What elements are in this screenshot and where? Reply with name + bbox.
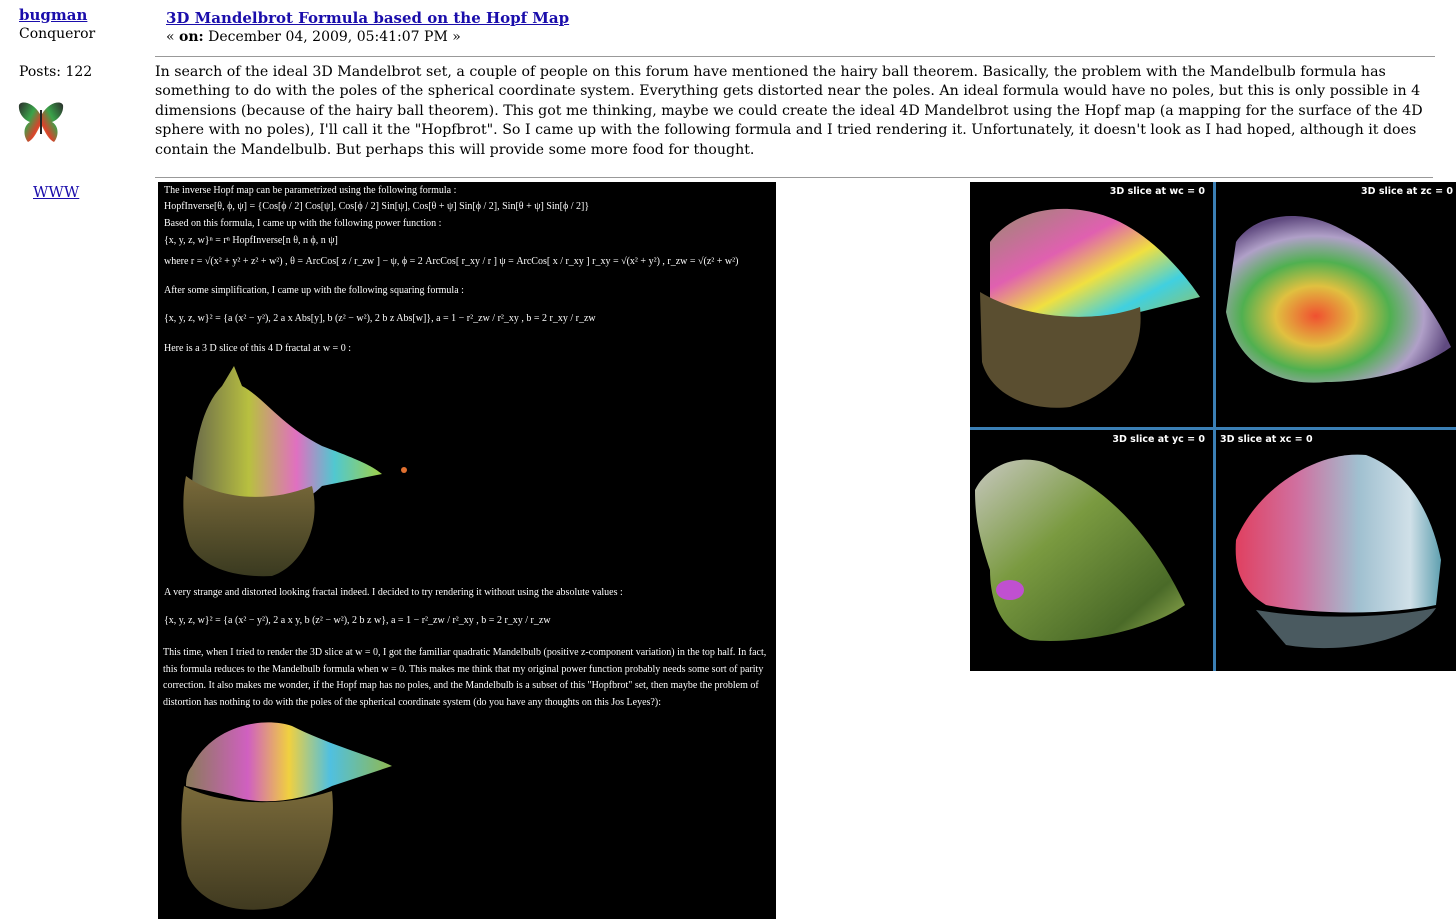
slice-yc: [970, 430, 1211, 671]
date-value: December 04, 2009, 05:41:07 PM »: [203, 29, 461, 45]
date-prefix: «: [166, 29, 180, 45]
user-rank: Conqueror: [19, 26, 96, 42]
slice-xc-render: [1216, 430, 1456, 671]
math-paragraph-11: This time, when I tried to render the 3D slice at w = 0, I got the familiar quadratic Mandelbulb (positive z-component variation) in the top half. In fact, this formula reduces to the Mandelbulb formula when w = 0. This makes me think that my original power function probably needs some sort of parity correction. It also makes me wonder, if the Hopf map has no poles, and the Mandelbulb is a subset of this "Hopfbrot" set, then maybe the problem of distortion has nothing to do with the poles of the spherical coordinate system (do you have any thoughts on this Jos Leyes?):: [163, 647, 767, 708]
math-line-8: Here is a 3 D slice of this 4 D fractal at w = 0 :: [164, 343, 351, 354]
post-title-link[interactable]: 3D Mandelbrot Formula based on the Hopf Map: [166, 9, 570, 27]
slice-xc: [1216, 430, 1456, 671]
math-line-1: The inverse Hopf map can be parametrized using the following formula :: [164, 185, 457, 196]
slice-wc: [970, 182, 1211, 425]
post-body-text: In search of the ideal 3D Mandelbrot set, a couple of people on this forum have mentioned the hairy ball theorem. Basically, the problem with the Mandelbulb formula has something to do with the poles of the spherical coordinate system. Everything gets distorted near the poles. An ideal formula would have no poles, but this is only possible in 4 dimensions (because of the hairy ball theorem). This got me thinking, maybe we could create the ideal 4D Mandelbrot using the Hopf map (a mapping for the surface of the 4D sphere with no poles), I'll call it the "Hopfbrot". So I came up with the following formula and I tried rendering it. Unfortunately, it doesn't look as I had hoped, although it does contain the Mandelbulb. But perhaps this will provide some more food for thought.: [155, 64, 1423, 158]
slice-label-xc: 3D slice at xc = 0: [1220, 434, 1313, 445]
slice-zc-render: [1216, 182, 1456, 425]
slice-label-yc: 3D slice at yc = 0: [1112, 434, 1205, 445]
math-line-9: A very strange and distorted looking fractal indeed. I decided to try rendering it without using the absolute values :: [164, 587, 623, 598]
math-line-10: {x, y, z, w}² = {a (x² − y²), 2 a x y, b (z² − w²), 2 b z w}, a = 1 − r²_zw / r²_xy , b = 2 r_xy / r_zw: [164, 615, 551, 626]
slice-grid-image: [970, 182, 1456, 671]
butterfly-avatar-icon: [18, 100, 64, 144]
math-line-5: where r = √(x² + y² + z² + w²) , θ = ArcCos[ z / r_zw ] − ψ, ϕ = 2 ArcCos[ r_xy / r ] ψ = ArcCos[ x / r_xy ] r_xy = √(x² + y²) , r_zw = √(z² + w²): [164, 256, 739, 267]
post-count: Posts: 122: [19, 64, 93, 80]
fractal-render-1: [172, 366, 412, 578]
slice-label-zc: 3D slice at zc = 0: [1361, 186, 1453, 197]
slice-label-wc: 3D slice at wc = 0: [1109, 186, 1205, 197]
math-line-4: {x, y, z, w}ⁿ = rⁿ HopfInverse[n θ, n ϕ, n ψ]: [164, 235, 338, 246]
math-line-2: HopfInverse[θ, ϕ, ψ] = {Cos[ϕ / 2] Cos[ψ], Cos[ϕ / 2] Sin[ψ], Cos[θ + ψ] Sin[ϕ / 2], Sin[θ + ψ] Sin[ϕ / 2]}: [164, 201, 590, 212]
slice-yc-render: [970, 430, 1211, 671]
username-link[interactable]: bugman: [19, 6, 88, 24]
user-info-column: [0, 0, 150, 919]
fractal-render-2: [172, 716, 412, 916]
slice-zc: [1216, 182, 1456, 425]
math-line-6: After some simplification, I came up with the following squaring formula :: [164, 285, 464, 296]
math-line-3: Based on this formula, I came up with the following power function :: [164, 218, 442, 229]
math-line-7: {x, y, z, w}² = {a (x² − y²), 2 a x Abs[y], b (z² − w²), 2 b z Abs[w]}, a = 1 − r²_zw / r²_xy , b = 2 r_xy / r_zw: [164, 313, 596, 324]
date-on-label: on:: [179, 29, 204, 45]
header-divider: [155, 56, 1435, 57]
www-link[interactable]: WWW: [33, 183, 80, 201]
body-divider: [155, 177, 1433, 178]
post-date: [166, 29, 461, 45]
slice-wc-render: [970, 182, 1211, 425]
formula-image: [158, 182, 776, 919]
